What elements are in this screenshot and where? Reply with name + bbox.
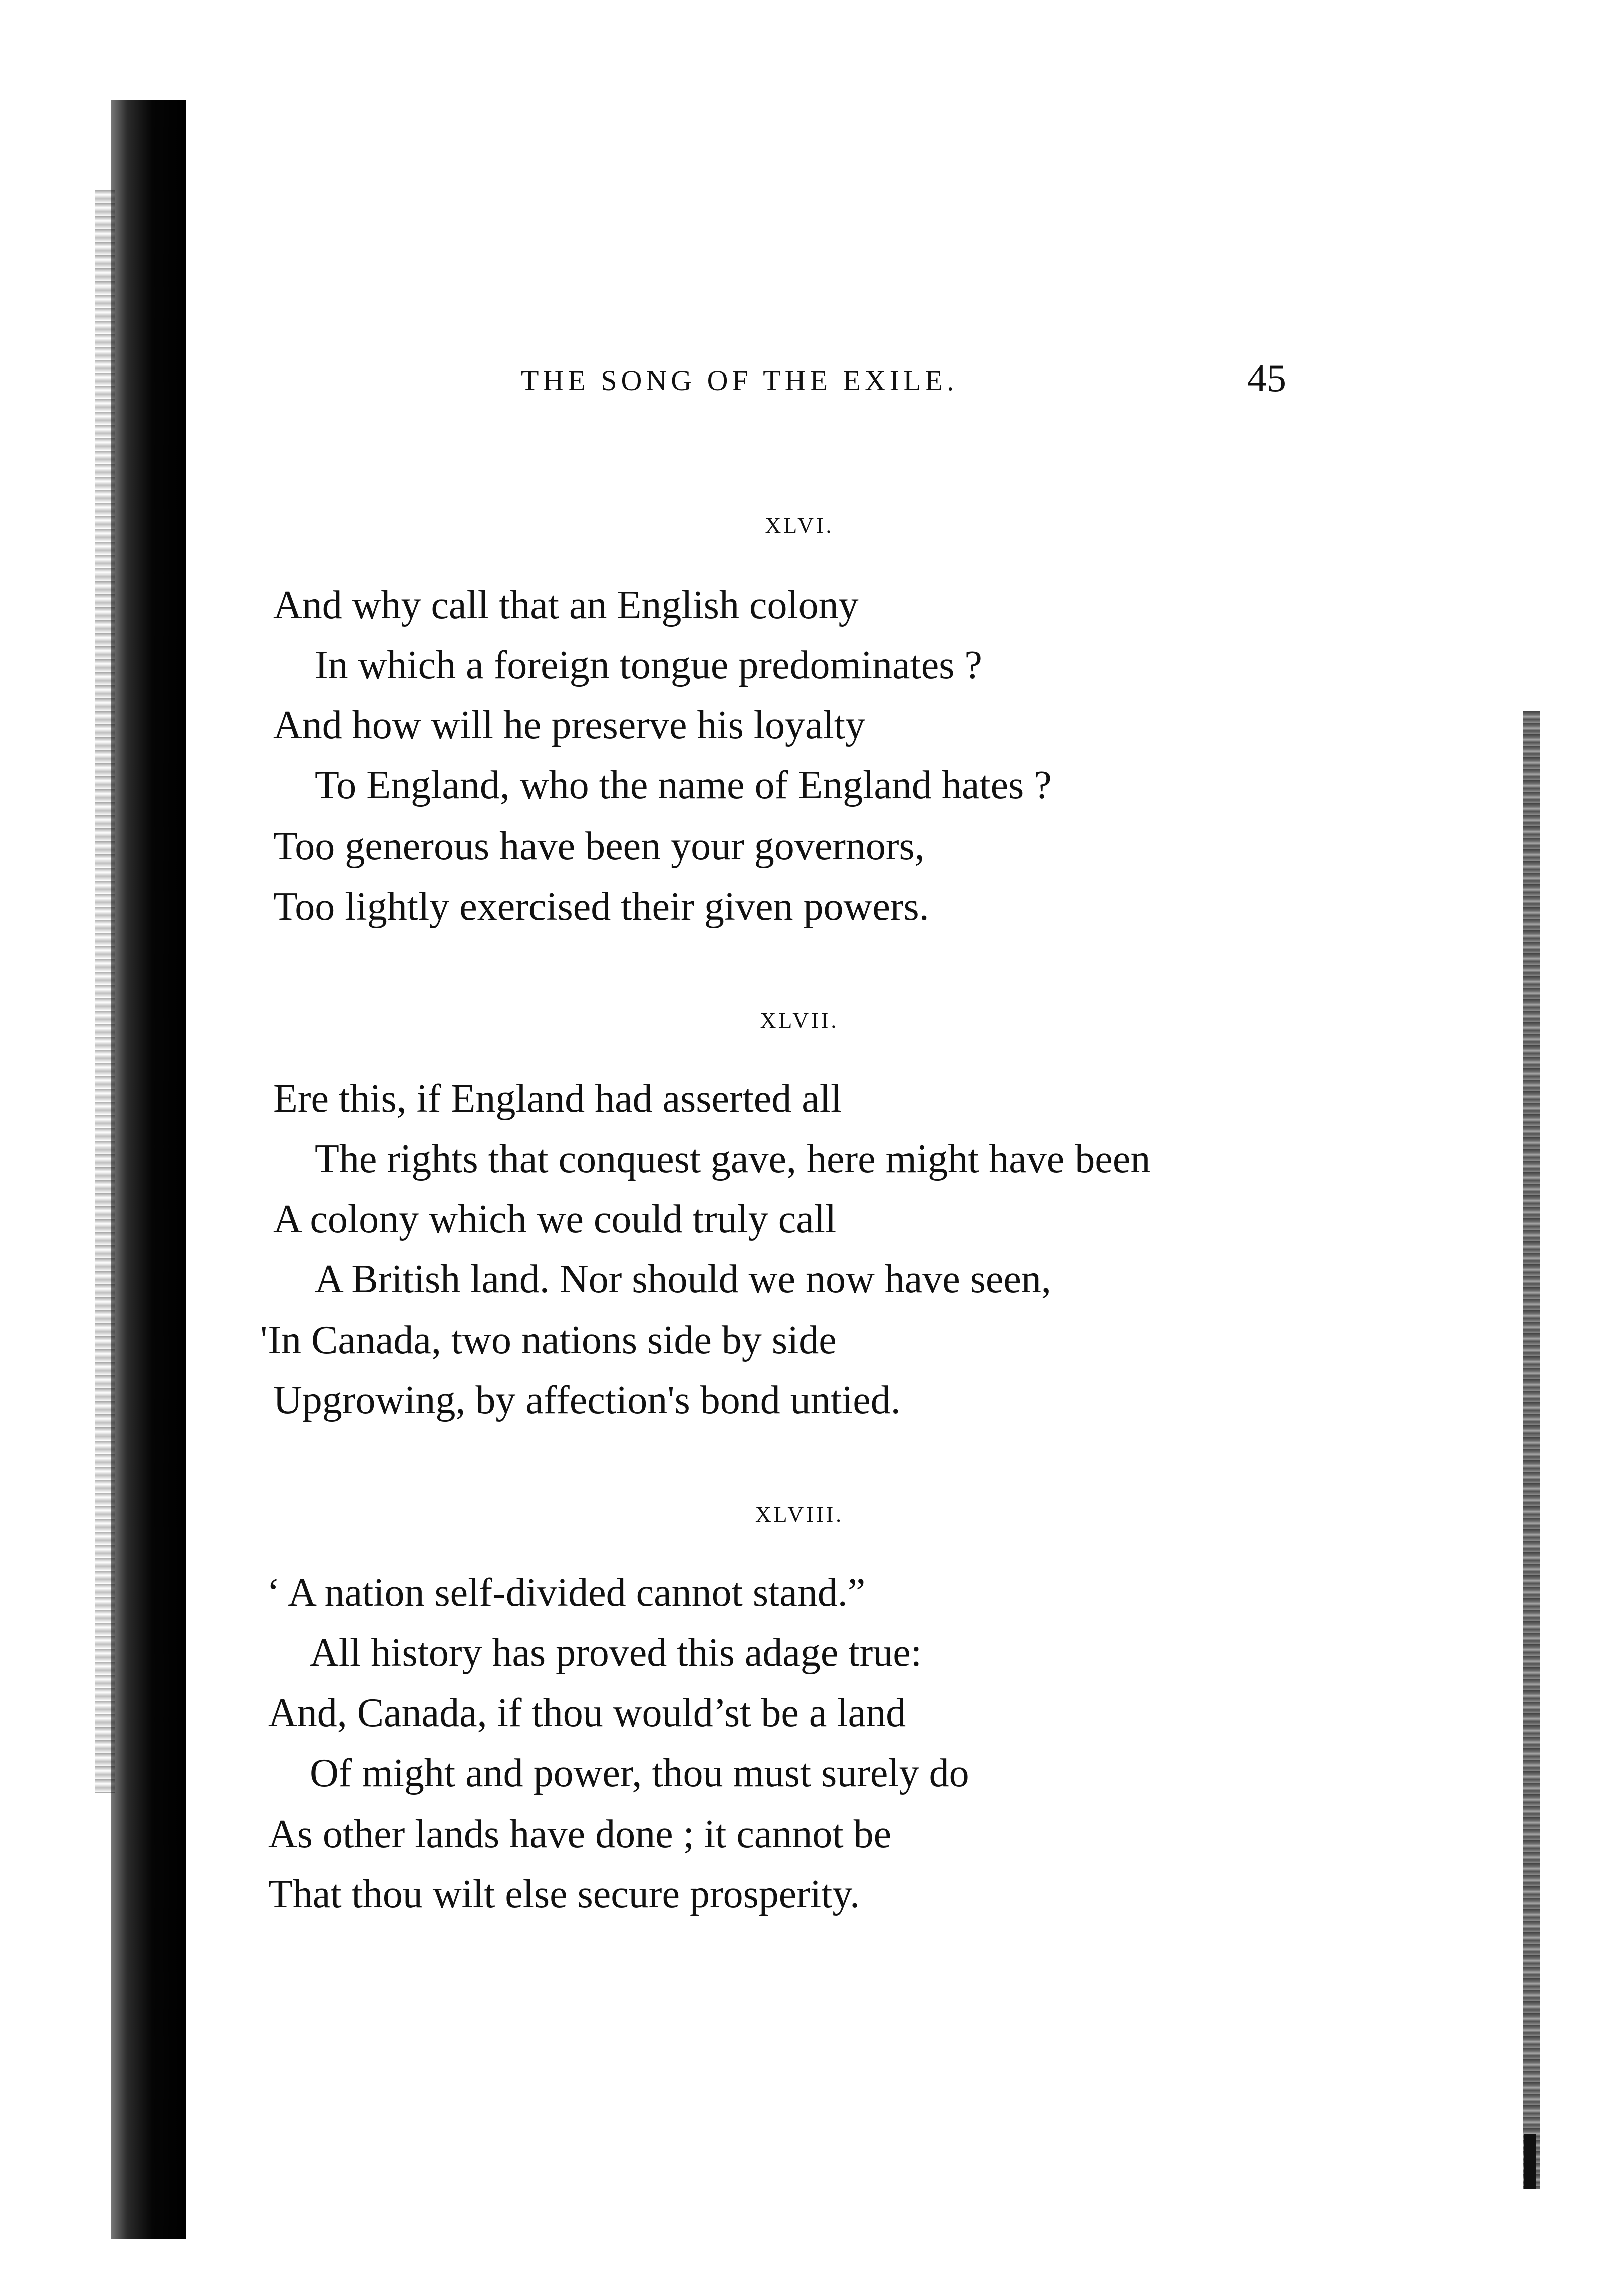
verse-line: Too lightly exercised their given powers. (273, 885, 929, 929)
verse-line: As other lands have done ; it cannot be (268, 1812, 892, 1856)
spine-edge-texture (95, 190, 115, 1793)
verse-line: That thou wilt else secure prosperity. (268, 1872, 860, 1916)
verse-line: Of might and power, thou must surely do (310, 1751, 969, 1795)
verse-line: A British land. Nor should we now have seen, (315, 1257, 1051, 1301)
verse-line: All history has proved this adage true: (310, 1631, 922, 1675)
page-header (521, 351, 1302, 406)
book-spine-shadow (111, 100, 186, 2239)
verse-line: A colony which we could truly call (273, 1197, 837, 1241)
verse-line: In which a foreign tongue predominates ? (315, 643, 982, 687)
verse-line: Ere this, if England had asserted all (273, 1077, 842, 1121)
verse-line: The rights that conquest gave, here might have been (315, 1137, 1151, 1181)
stanza-number: XLVIII. (755, 1502, 844, 1527)
verse-line: And why call that an English colony (273, 583, 859, 627)
verse-line: ‘ A nation self-divided cannot stand.” (266, 1571, 866, 1615)
page-edge-mark (1524, 2134, 1536, 2189)
page-number: 45 (1247, 356, 1286, 400)
verse-line: Too generous have been your governors, (273, 824, 925, 869)
page-edge-texture (1523, 711, 1540, 2189)
verse-line: 'In Canada, two nations side by side (260, 1318, 837, 1362)
verse-line: Upgrowing, by affection's bond untied. (273, 1378, 901, 1422)
stanza-number: XLVII. (760, 1008, 839, 1033)
verse-line: And how will he preserve his loyalty (273, 703, 865, 747)
running-title: THE SONG OF THE EXILE. (521, 364, 958, 397)
stanza-number: XLVI. (765, 513, 834, 538)
verse-line: And, Canada, if thou would’st be a land (268, 1691, 906, 1735)
verse-line: To England, who the name of England hates ? (315, 763, 1052, 807)
